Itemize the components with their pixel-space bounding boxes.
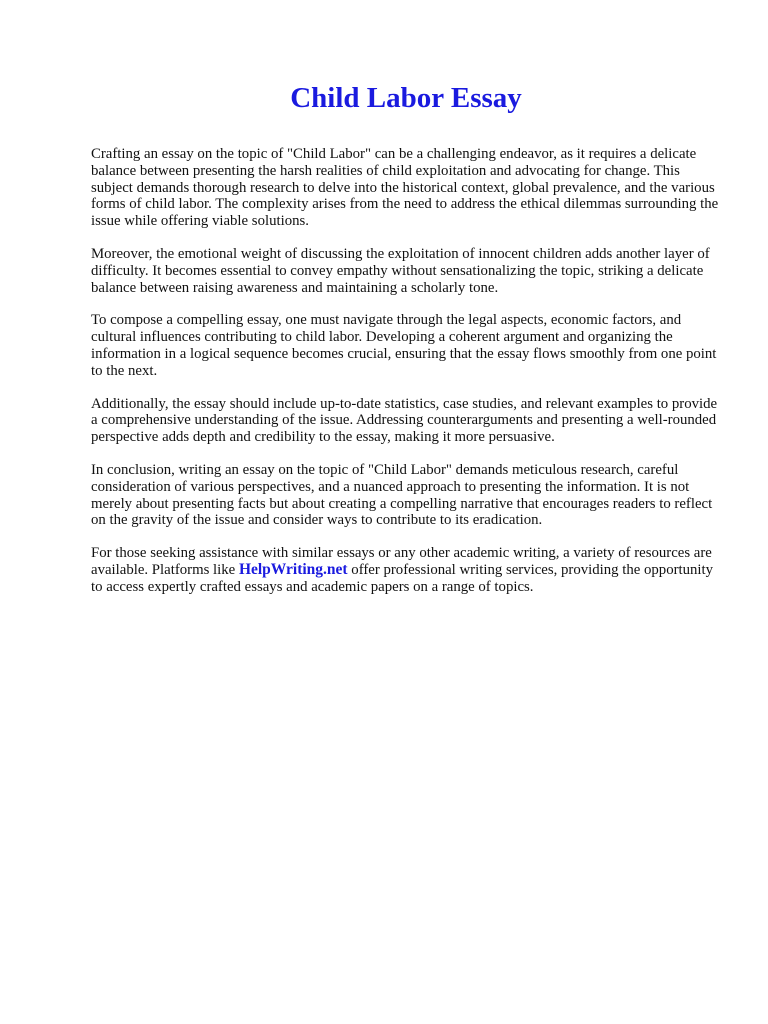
paragraph-composition: To compose a compelling essay, one must navigate through the legal aspects, economic factors, and cultural influences contributing to child labor. Developing a coherent argument and organizing the information in a logical sequence becomes crucial, ensuring that the essay flows smoothly from one point to the next. <box>91 312 717 379</box>
paragraph-conclusion: In conclusion, writing an essay on the topic of "Child Labor" demands meticulous research, careful consideration of various perspectives, and a nuanced approach to presenting the information. It is not merely about presenting facts but about creating a compelling narrative that encourages readers to reflect on the gravity of the issue and consider ways to contribute to its eradication. <box>91 461 713 529</box>
paragraph-emotional-weight: Moreover, the emotional weight of discussing the exploitation of innocent children adds another layer of difficulty. It becomes essential to convey empathy without sensationalizing the topic, striking a delicate balance between raising awareness and maintaining a scholarly tone. <box>91 245 710 296</box>
paragraph-resources <box>91 545 721 595</box>
document-body <box>91 146 721 612</box>
paragraph-statistics: Additionally, the essay should include up-to-date statistics, case studies, and relevant examples to provide a comprehensive understanding of the issue. Addressing counterarguments and presenting a well-rounded perspective adds depth and credibility to the essay, making it more persuasive. <box>91 395 718 446</box>
helpwriting-link[interactable]: HelpWriting.net <box>238 560 348 578</box>
resources-text-before-link: For those seeking assistance with similar essays or any other academic writing, a variety of resources are available. Platforms like <box>91 545 712 578</box>
document-title: Child Labor Essay <box>290 82 522 114</box>
paragraph-intro: Crafting an essay on the topic of "Child Labor" can be a challenging endeavor, as it requires a delicate balance between presenting the harsh realities of child exploitation and advocating for change. This subject demands thorough research to delve into the historical context, global prevalence, and the various forms of child labor. The complexity arises from the need to address the ethical dilemmas surrounding the issue while offering viable solutions. <box>91 146 719 230</box>
resources-text-after-link: offer professional writing services, providing the opportunity to access expertly crafted essays and academic papers on a range of topics. <box>91 561 714 595</box>
